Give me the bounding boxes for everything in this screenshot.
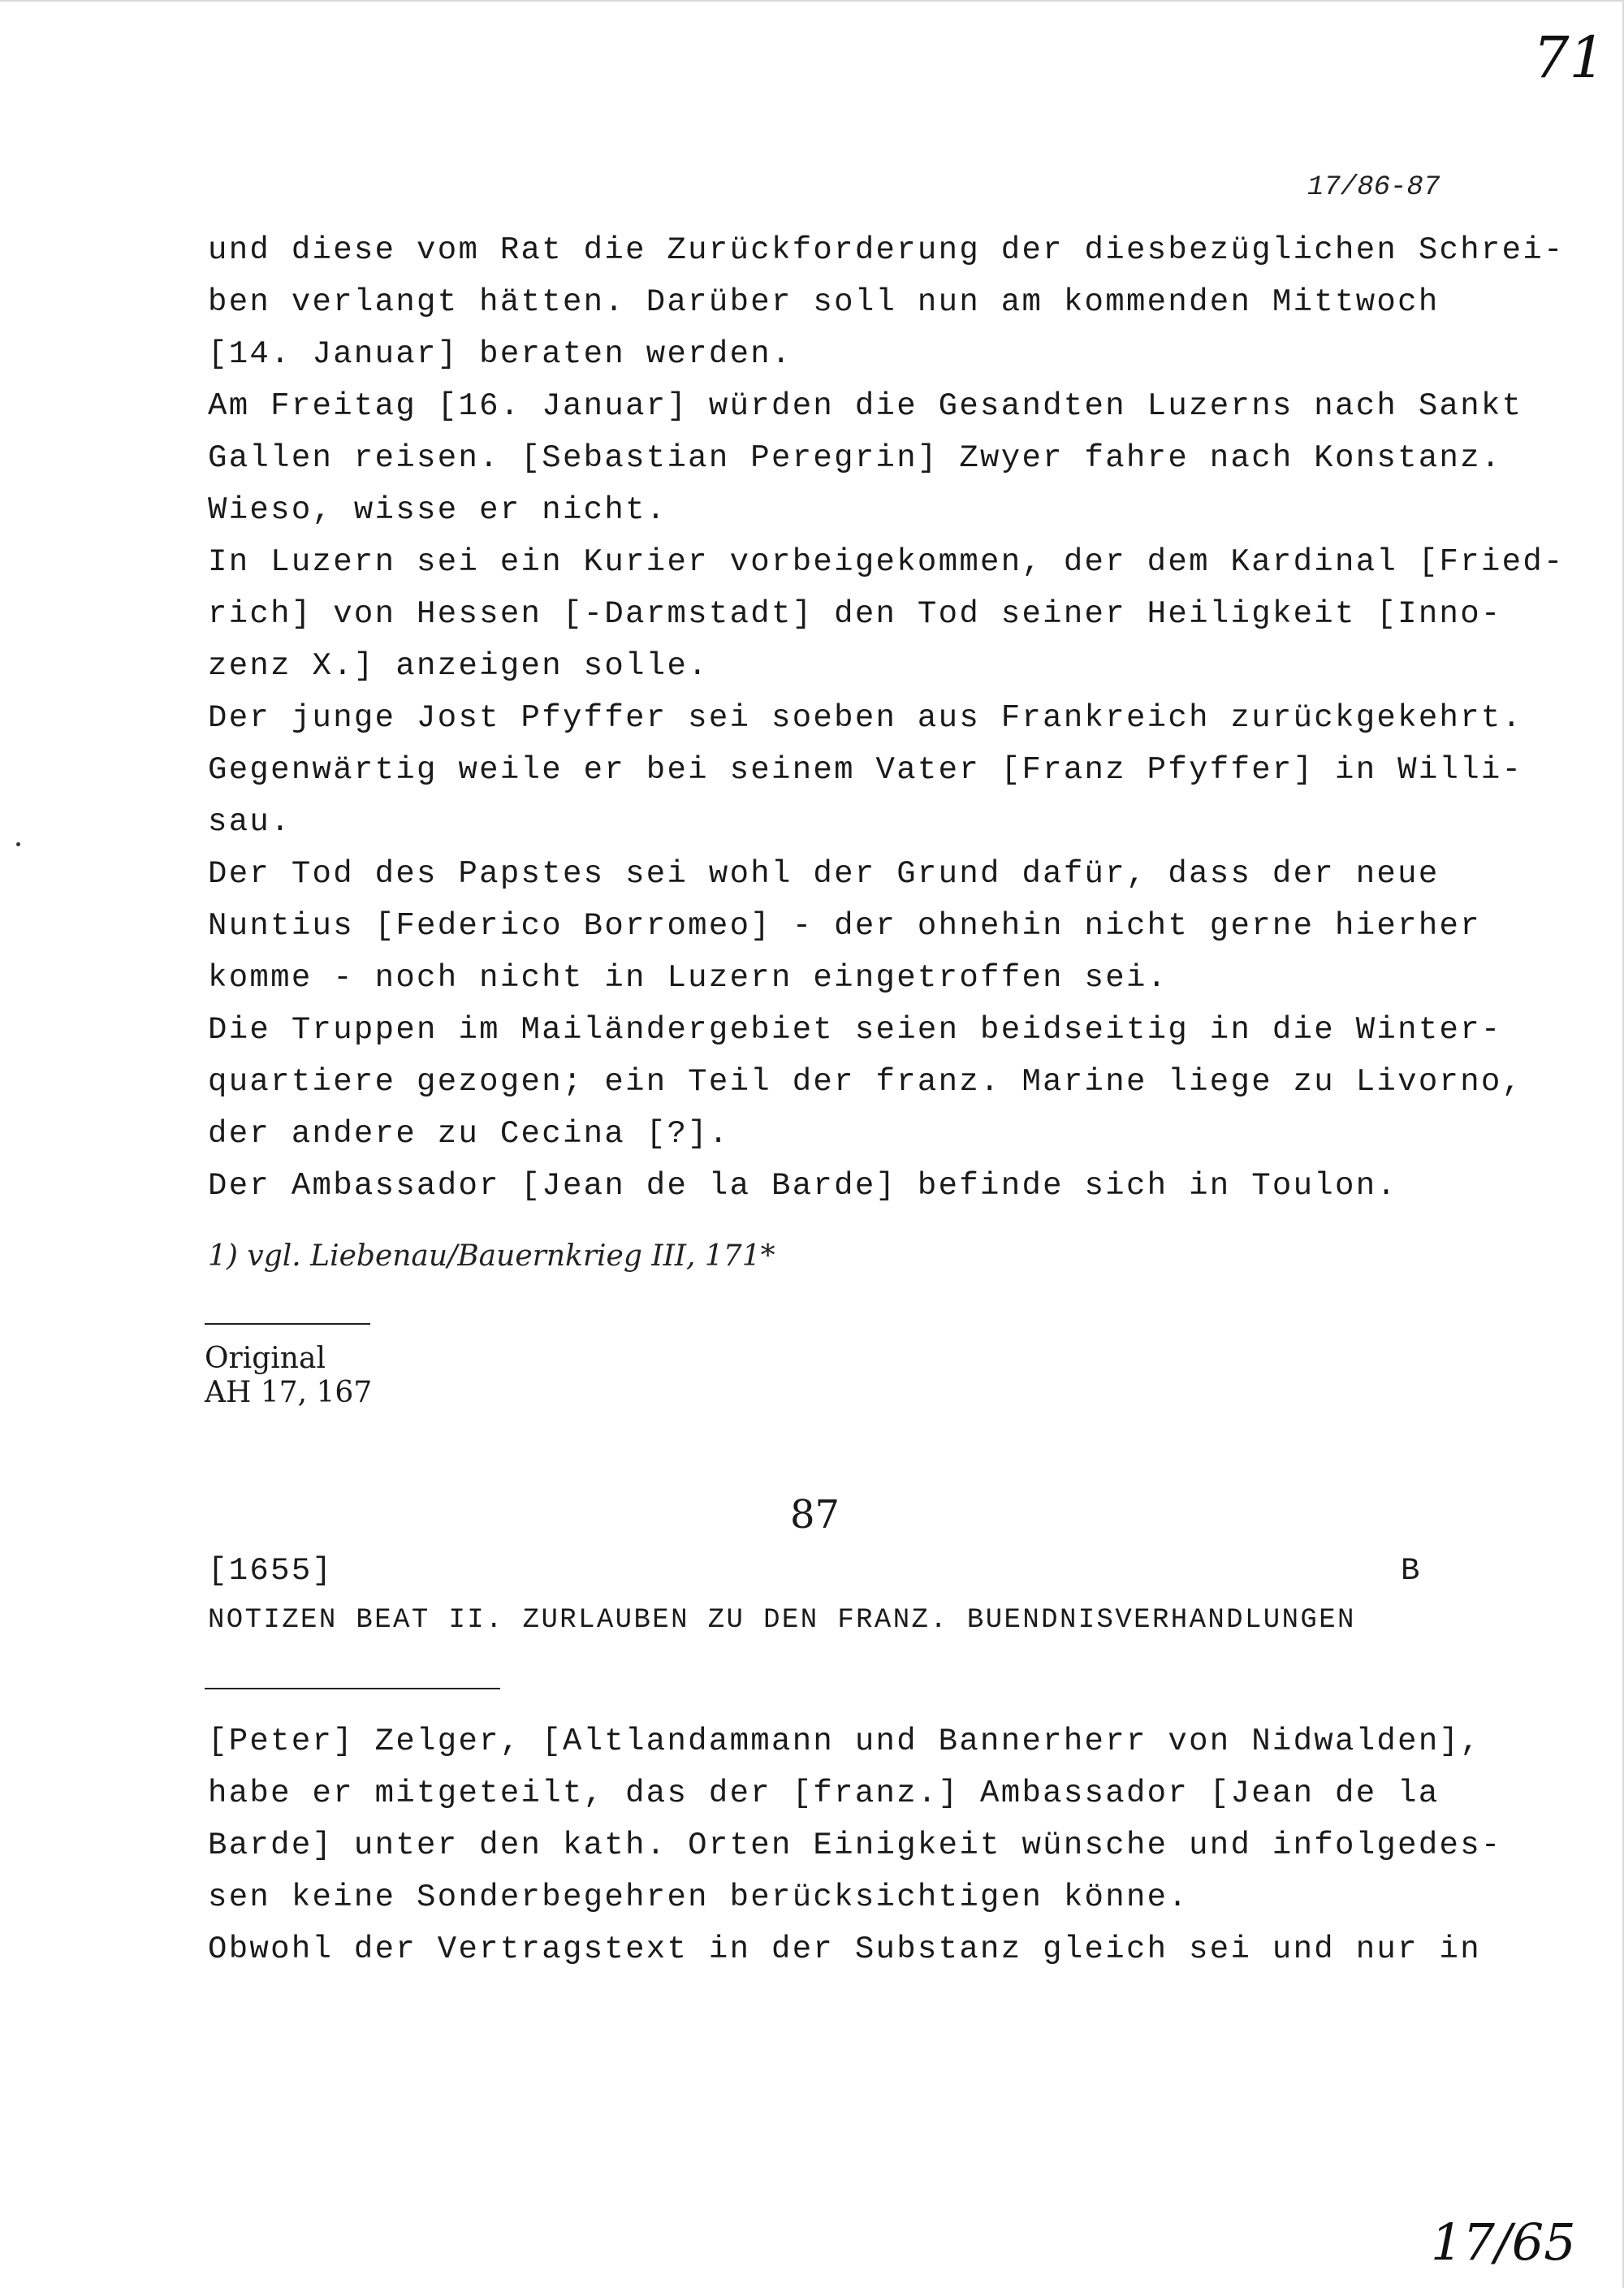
bottom-folio-mark: 17/65 (1431, 2212, 1576, 2272)
text-line: Barde] unter den kath. Orten Einigkeit wünsche und infolgedes- (208, 1827, 1502, 1863)
text-line: In Luzern sei ein Kurier vorbeigekommen, der dem Kardinal [Fried- (208, 544, 1565, 580)
text-line: Obwohl der Vertragstext in der Substanz gleich sei und nur in (208, 1931, 1481, 1967)
text-line: komme - noch nicht in Luzern eingetroffen sei. (208, 960, 1168, 996)
document-letter: B (1401, 1553, 1422, 1589)
reference-number: 17/86-87 (1307, 172, 1440, 203)
source-separator (205, 1323, 370, 1325)
text-line: zenz X.] anzeigen solle. (208, 648, 709, 684)
text-line: Am Freitag [16. Januar] würden die Gesandten Luzerns nach Sankt (208, 388, 1523, 424)
text-line: [14. Januar] beraten werden. (208, 336, 793, 372)
document-heading: NOTIZEN BEAT II. ZURLAUBEN ZU DEN FRANZ. BUENDNISVERHANDLUNGEN (208, 1605, 1356, 1636)
document-number: 87 (790, 1492, 840, 1538)
text-line: quartiere gezogen; ein Teil der franz. Marine liege zu Livorno, (208, 1064, 1523, 1100)
text-line: Die Truppen im Mailändergebiet seien beidseitig in die Winter- (208, 1012, 1502, 1048)
text-line: der andere zu Cecina [?]. (208, 1116, 730, 1152)
source-reference: AH 17, 167 (205, 1376, 373, 1409)
text-line: Gallen reisen. [Sebastian Peregrin] Zwyer fahre nach Konstanz. (208, 440, 1502, 476)
text-line: Der junge Jost Pfyffer sei soeben aus Frankreich zurückgekehrt. (208, 700, 1523, 736)
text-line: Wieso, wisse er nicht. (208, 492, 667, 528)
text-line: ben verlangt hätten. Darüber soll nun am kommenden Mittwoch (208, 284, 1440, 320)
text-line: habe er mitgeteilt, das der [franz.] Ambassador [Jean de la (208, 1775, 1440, 1811)
text-line: Der Ambassador [Jean de la Barde] befinde sich in Toulon. (208, 1168, 1398, 1204)
text-line: Nuntius [Federico Borromeo] - der ohnehin nicht gerne hierher (208, 908, 1481, 944)
footnote: 1) vgl. Liebenau/Bauernkrieg III, 171* (208, 1239, 775, 1273)
text-line: rich] von Hessen [-Darmstadt] den Tod seiner Heiligkeit [Inno- (208, 596, 1502, 632)
margin-mark (16, 842, 20, 846)
document-date: [1655] (208, 1553, 334, 1589)
text-line: Gegenwärtig weile er bei seinem Vater [Franz Pfyffer] in Willi- (208, 752, 1523, 788)
text-line: [Peter] Zelger, [Altlandammann und Bannerherr von Nidwalden], (208, 1724, 1481, 1759)
text-line: sau. (208, 804, 292, 840)
text-line: und diese vom Rat die Zurückforderung der diesbezüglichen Schrei- (208, 232, 1565, 268)
source-label: Original (205, 1342, 326, 1375)
text-line: sen keine Sonderbegehren berücksichtigen könne. (208, 1879, 1190, 1915)
heading-separator (205, 1688, 500, 1689)
folio-mark: 71 (1533, 24, 1606, 91)
text-line: Der Tod des Papstes sei wohl der Grund dafür, dass der neue (208, 856, 1440, 892)
